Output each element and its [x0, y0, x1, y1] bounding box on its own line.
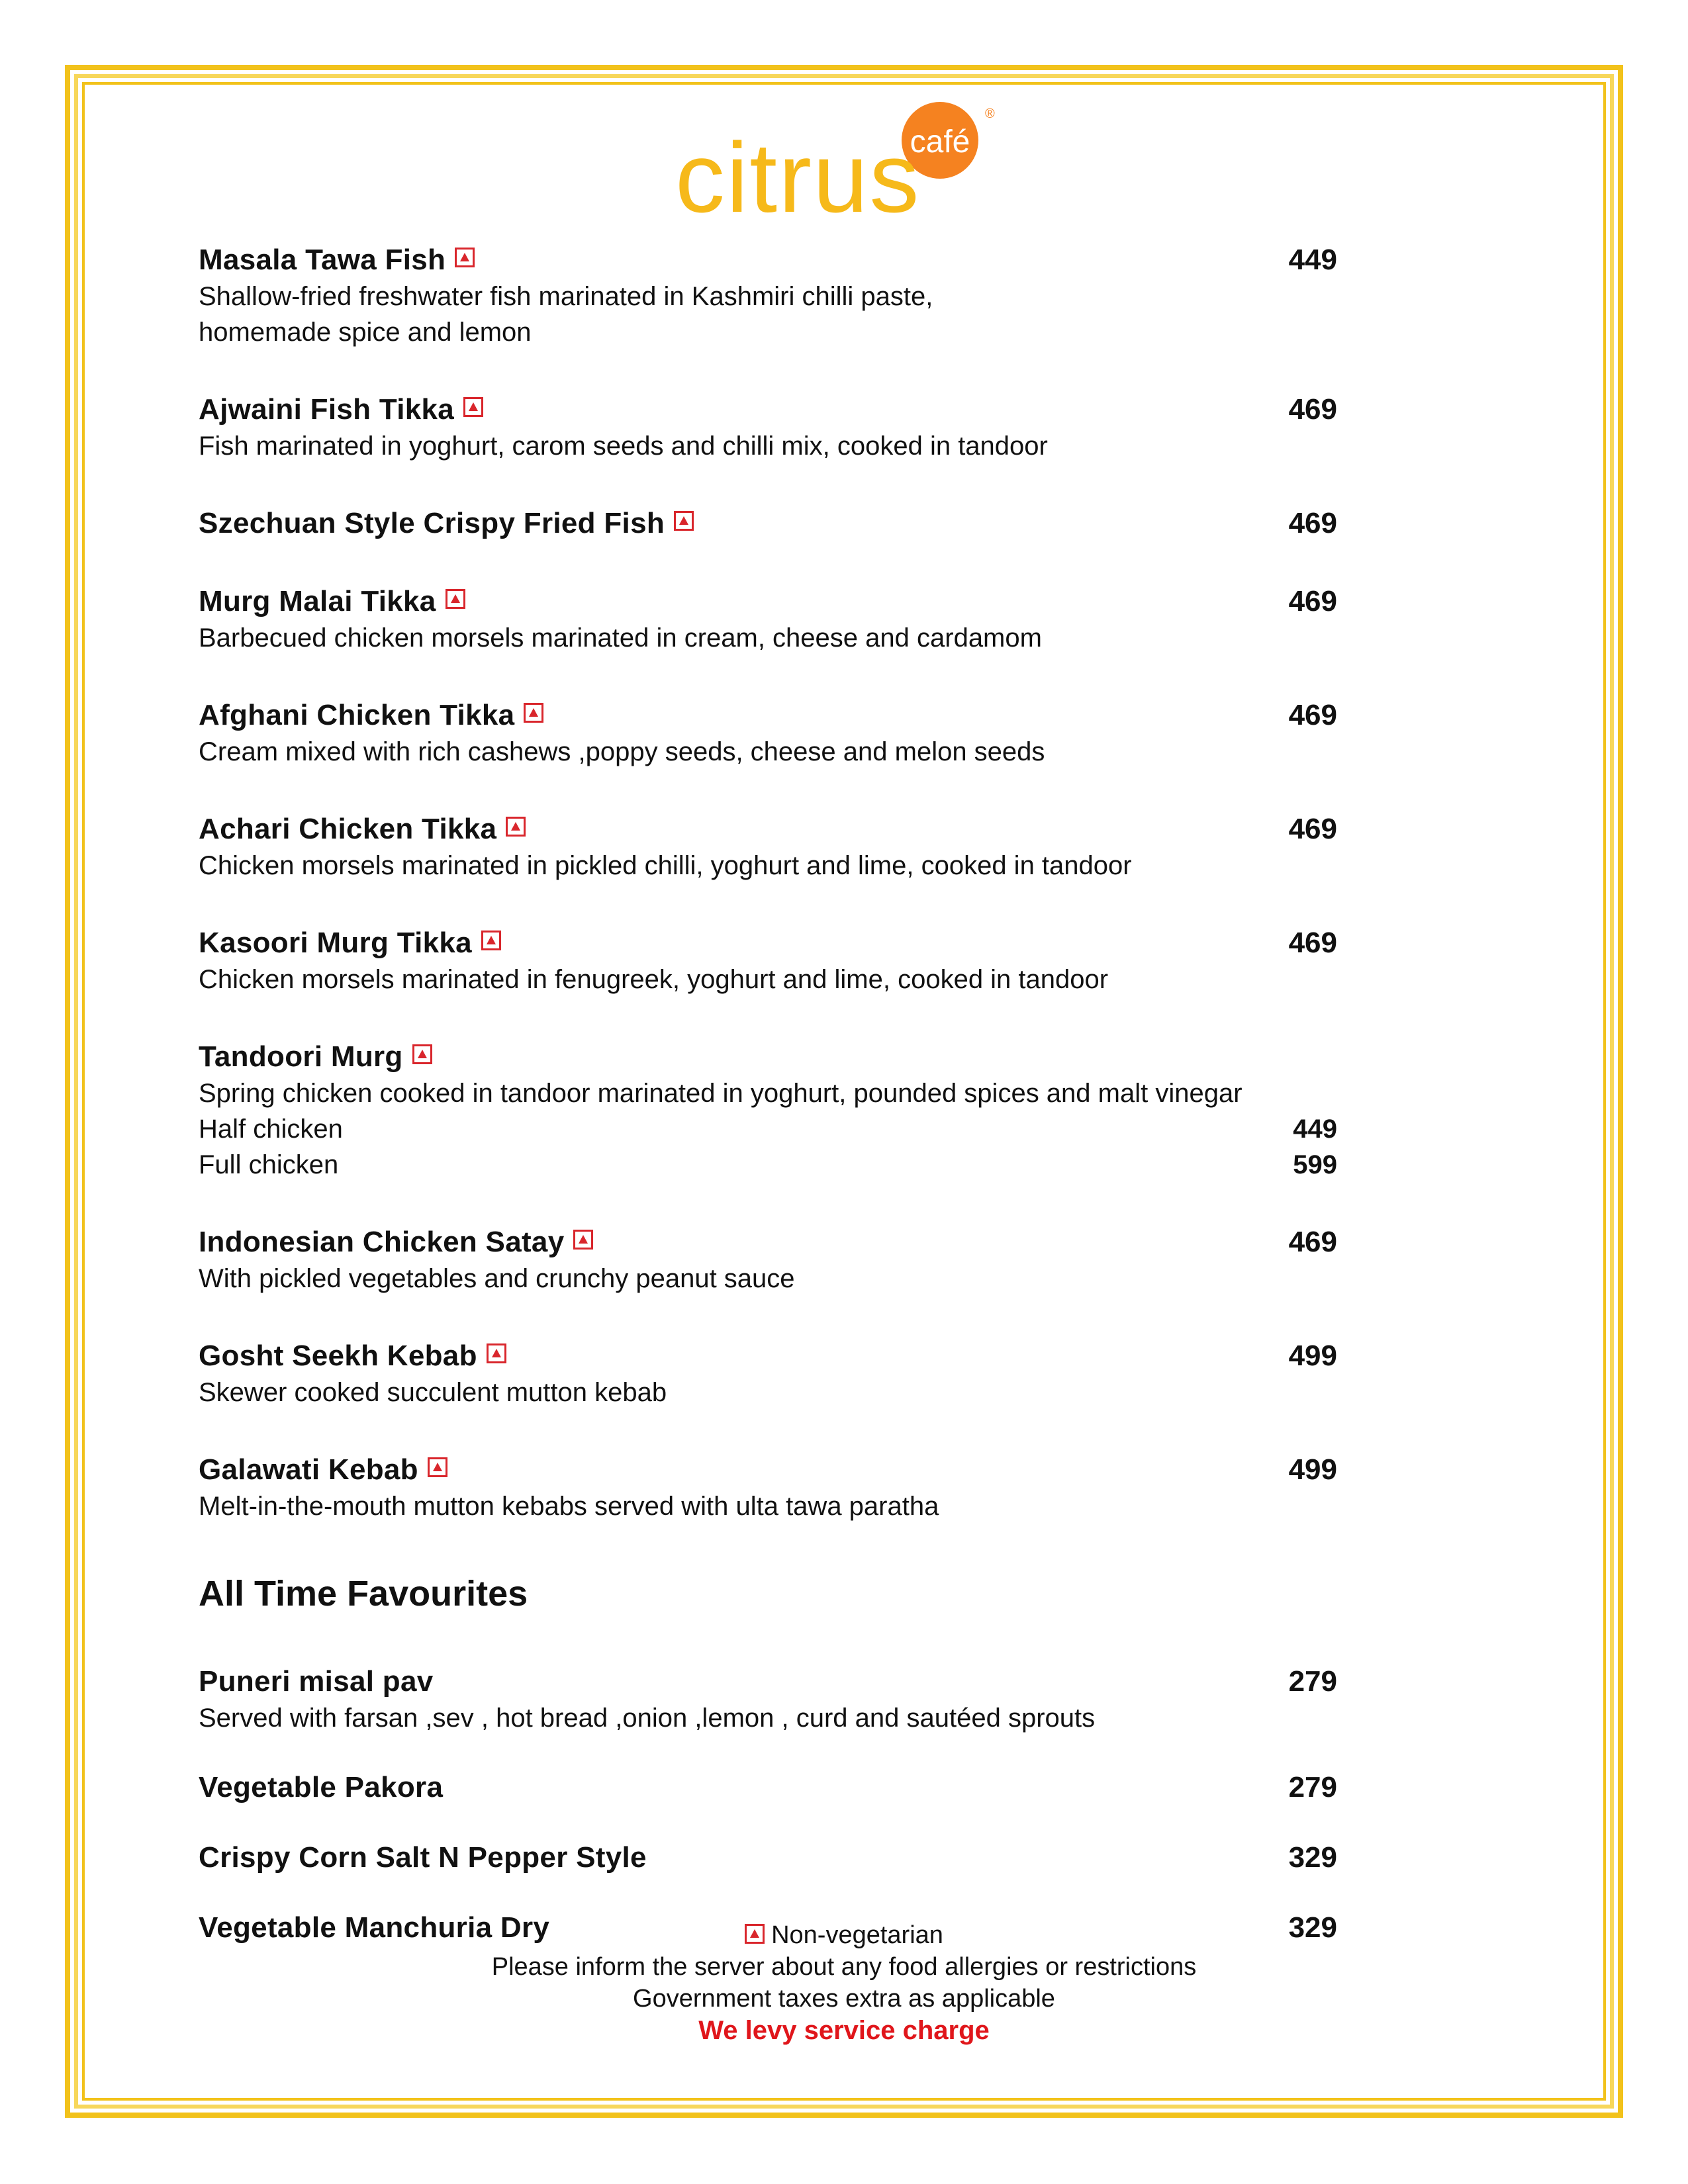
- menu-item-price: 469: [1288, 1226, 1337, 1258]
- logo-badge-text: café: [910, 124, 970, 159]
- menu-item-header: [199, 925, 1337, 962]
- tax-note: Government taxes extra as applicable: [633, 1985, 1055, 2013]
- menu-item-name: Vegetable Pakora: [199, 1771, 444, 1803]
- menu-item-price: 329: [1288, 1911, 1337, 1944]
- menu-item-title: [199, 505, 694, 542]
- menu-item-name: Ajwaini Fish Tikka: [199, 393, 455, 426]
- menu-item-price: 469: [1288, 699, 1337, 731]
- menu-item-description: homemade spice and lemon: [199, 318, 532, 347]
- menu-item: [199, 1338, 1337, 1410]
- menu-item: [199, 1451, 1337, 1524]
- menu-item-title: [199, 1663, 434, 1700]
- menu-item: [199, 811, 1337, 884]
- menu-item: [199, 1769, 1337, 1806]
- menu-item-description: Shallow-fried freshwater fish marinated in Kashmiri chilli paste,: [199, 282, 933, 311]
- menu-item-price: 279: [1288, 1665, 1337, 1698]
- menu-item-title: [199, 1038, 432, 1075]
- menu-item-price: 469: [1288, 585, 1337, 617]
- menu-item: [199, 583, 1337, 656]
- non-veg-icon: [445, 589, 465, 609]
- menu-item-price: 499: [1288, 1453, 1337, 1486]
- menu-item-price: 279: [1288, 1771, 1337, 1803]
- non-veg-icon: [745, 1924, 765, 1944]
- menu-item-name: Gosht Seekh Kebab: [199, 1340, 477, 1372]
- menu-item-header: [199, 1038, 1337, 1075]
- menu-item: [199, 505, 1337, 542]
- menu-item-description: Cream mixed with rich cashews ,poppy seeds, cheese and melon seeds: [199, 737, 1045, 766]
- non-veg-icon: [463, 397, 483, 417]
- menu-item-title: [199, 1839, 647, 1876]
- menu-item-option: [199, 1147, 1337, 1183]
- legend-line: [199, 1919, 1489, 1951]
- menu-item-name: Kasoori Murg Tikka: [199, 927, 472, 959]
- menu-footer: [199, 1919, 1489, 2046]
- menu-item: [199, 697, 1337, 770]
- option-label: Half chicken: [199, 1115, 343, 1144]
- menu-item-description: With pickled vegetables and crunchy peanut sauce: [199, 1264, 795, 1293]
- menu-item-name: Masala Tawa Fish: [199, 244, 446, 276]
- menu-item-name: Achari Chicken Tikka: [199, 813, 497, 845]
- non-veg-icon: [524, 703, 543, 723]
- non-veg-icon: [455, 248, 475, 267]
- menu-item-header: [199, 1224, 1337, 1261]
- menu-item-title: [199, 697, 543, 734]
- logo-registered-mark: ®: [985, 107, 995, 121]
- menu-item-header: [199, 1338, 1337, 1375]
- menu-item-name: Galawati Kebab: [199, 1453, 418, 1486]
- section-heading: All Time Favourites: [199, 1574, 528, 1614]
- menu-item-header: [199, 1769, 1337, 1806]
- menu-item-title: [199, 242, 475, 279]
- menu-item-header: [199, 1663, 1337, 1700]
- non-veg-icon: [428, 1457, 447, 1477]
- menu-item-name: Afghani Chicken Tikka: [199, 699, 515, 731]
- menu-item-price: 469: [1288, 813, 1337, 845]
- menu-item: [199, 1663, 1337, 1736]
- menu-item-header: [199, 811, 1337, 848]
- menu-item-header: [199, 1839, 1337, 1876]
- menu-item-title: [199, 391, 483, 428]
- menu-item-price: 469: [1288, 927, 1337, 959]
- option-label: Full chicken: [199, 1150, 339, 1179]
- menu-item: [199, 925, 1337, 997]
- option-price: 599: [1293, 1150, 1337, 1179]
- menu-item-title: [199, 811, 526, 848]
- menu-item-title: [199, 1769, 443, 1806]
- non-veg-icon: [573, 1230, 593, 1250]
- menu-item-description: Served with farsan ,sev , hot bread ,onion ,lemon , curd and sautéed sprouts: [199, 1704, 1096, 1733]
- menu-item-description: Melt-in-the-mouth mutton kebabs served with ulta tawa paratha: [199, 1492, 939, 1521]
- menu-item-title: [199, 1224, 593, 1261]
- menu-item-price: 329: [1288, 1841, 1337, 1874]
- non-veg-icon: [481, 931, 501, 950]
- service-charge-note: We levy service charge: [698, 2016, 990, 2045]
- menu-item-name: Puneri misal pav: [199, 1665, 434, 1698]
- menu-item-description: Skewer cooked succulent mutton kebab: [199, 1378, 667, 1407]
- option-price: 449: [1293, 1115, 1337, 1144]
- non-veg-icon: [487, 1343, 506, 1363]
- menu-item-name: Crispy Corn Salt N Pepper Style: [199, 1841, 647, 1874]
- citrus-cafe-logo: [675, 99, 1019, 225]
- menu-item-header: [199, 697, 1337, 734]
- menu-item-price: 449: [1288, 244, 1337, 276]
- menu-item-name: Murg Malai Tikka: [199, 585, 436, 617]
- non-veg-icon: [506, 817, 526, 837]
- menu-item-description: Barbecued chicken morsels marinated in cream, cheese and cardamom: [199, 623, 1042, 653]
- menu-item-header: [199, 505, 1337, 542]
- menu-item-title: [199, 925, 501, 962]
- menu-item-header: [199, 391, 1337, 428]
- allergy-note: Please inform the server about any food allergies or restrictions: [491, 1953, 1197, 1981]
- menu-item-title: [199, 583, 465, 620]
- menu-item-header: [199, 583, 1337, 620]
- menu-item-title: [199, 1338, 506, 1375]
- menu-item: [199, 1839, 1337, 1876]
- logo-wordmark: citrus: [675, 122, 921, 225]
- menu-item-description: Fish marinated in yoghurt, carom seeds and chilli mix, cooked in tandoor: [199, 432, 1048, 461]
- legend-text: Non-vegetarian: [771, 1921, 943, 1949]
- menu-item-option: [199, 1111, 1337, 1147]
- menu-item: [199, 1038, 1337, 1183]
- menu-item: [199, 391, 1337, 464]
- menu-item-header: [199, 1451, 1337, 1488]
- menu-item: [199, 1224, 1337, 1297]
- menu-item-name: Tandoori Murg: [199, 1040, 403, 1073]
- menu-item-name: Indonesian Chicken Satay: [199, 1226, 565, 1258]
- menu-item-description: Chicken morsels marinated in pickled chilli, yoghurt and lime, cooked in tandoor: [199, 851, 1132, 880]
- menu-item-name: Szechuan Style Crispy Fried Fish: [199, 507, 665, 539]
- menu-item-name: Vegetable Manchuria Dry: [199, 1911, 550, 1944]
- non-veg-icon: [674, 511, 694, 531]
- menu-item-price: 469: [1288, 393, 1337, 426]
- menu-item: [199, 242, 1337, 350]
- menu-item-title: [199, 1451, 447, 1488]
- menu-item-price: 499: [1288, 1340, 1337, 1372]
- non-veg-icon: [412, 1044, 432, 1064]
- menu-content: [199, 242, 1337, 1979]
- menu-item-description: Chicken morsels marinated in fenugreek, yoghurt and lime, cooked in tandoor: [199, 965, 1109, 994]
- menu-item-header: [199, 242, 1337, 279]
- menu-item-price: 469: [1288, 507, 1337, 539]
- menu-item-description: Spring chicken cooked in tandoor marinated in yoghurt, pounded spices and malt vinegar: [199, 1079, 1243, 1108]
